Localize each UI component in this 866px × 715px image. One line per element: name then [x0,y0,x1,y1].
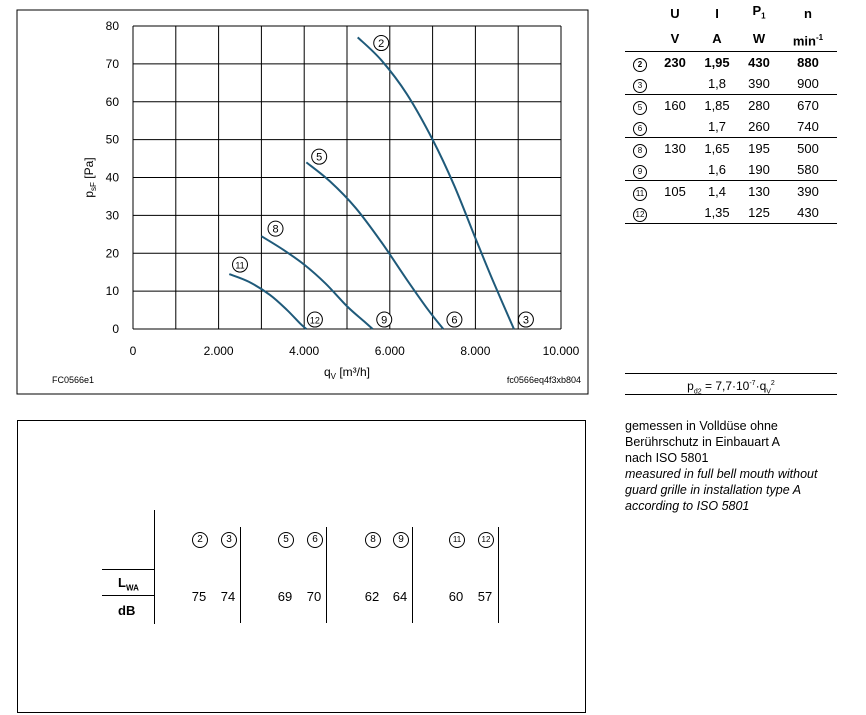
cell-p: 130 [739,180,779,202]
sound-point-marker: 9 [393,532,409,548]
table-row [625,116,837,138]
pressure-formula: $p_{d2} = 7,7\cdot 10^{-7}\cdot q_V^2$ [625,373,837,395]
label-text: 6 [451,314,458,327]
operating-point-marker: 12 [633,208,647,222]
cell-p: 125 [739,202,779,224]
sound-power-panel [17,420,586,713]
left-caption: FC0566e1 [52,375,95,385]
sound-value: 74 [220,589,236,604]
header-n: n [804,5,812,21]
cell-u: 105 [655,180,695,202]
table-row [625,202,837,224]
unit-u: V [670,31,680,47]
sound-value: 60 [448,589,464,604]
cell-p: 195 [739,137,779,159]
header-p: $P_1$ [752,3,766,21]
y-tick-label: 80 [105,19,119,33]
curve-label-9 [377,312,392,327]
unit-n: $\min^{-1}$ [792,32,824,48]
cell-u: 130 [655,137,695,159]
cell-p: 280 [739,94,779,116]
sound-point-marker: 12 [478,532,494,548]
y-tick-label: 20 [105,246,119,261]
operating-point-marker: 6 [633,122,647,136]
cell-u: 160 [655,94,695,116]
cell-i: 1,35 [695,202,739,224]
cell-n: 880 [779,51,837,73]
sound-point-marker: 3 [221,532,237,548]
operating-point-marker: 3 [633,79,647,93]
table-row [625,180,837,202]
cell-u [655,159,695,181]
table-units-row [625,27,837,52]
sound-value: 57 [477,589,493,604]
table-row [625,94,837,116]
y-tick-label: 10 [105,284,119,299]
cell-u [655,202,695,224]
note-de-line: Berührschutz in Einbauart A [625,435,780,449]
note-en-line: measured in full bell mouth without [625,467,818,481]
note-en-line: according to ISO 5801 [625,499,750,513]
y-tick-label: 60 [105,94,119,109]
table-body [625,51,837,223]
table-row [625,73,837,95]
table-row [625,137,837,159]
sound-point-marker: 2 [192,532,208,548]
chart-grid [133,26,561,329]
cell-p: 430 [739,51,779,73]
label-divider [154,510,155,624]
table-header-row [625,0,837,27]
note-de-line: gemessen in Volldüse ohne [625,419,778,433]
chart-frame [17,10,588,394]
cell-u [655,116,695,138]
cell-p: 390 [748,75,770,91]
curve-label-6 [447,312,462,327]
series-line-2 [358,37,514,329]
x-tick-label: 6.000 [374,344,405,358]
sound-value: 69 [277,589,293,604]
series-line-5 [306,162,443,329]
db-label: dB [118,603,136,618]
label-rule-mid [102,595,154,596]
sound-power-table [18,421,585,712]
lwa-label: $L_{WA}$ [118,575,139,593]
sound-value: 64 [392,589,408,604]
operating-points-table [625,0,837,224]
cell-i: 1,4 [695,180,739,202]
operating-point-marker: 5 [633,101,647,115]
column-divider [240,527,241,623]
y-axis-label: $p_{sF}$ [Pa] [82,157,98,198]
fan-curve-chart [0,0,600,400]
cell-i: 1,8 [707,75,727,91]
label-text: 3 [522,314,529,327]
measurement-note [625,418,855,514]
cell-i: 1,6 [707,161,727,177]
curve-label-12 [307,312,322,327]
x-tick-label: 0 [129,344,137,358]
cell-n: 900 [797,75,819,91]
table-row [625,51,837,73]
curve-label-11 [233,257,248,272]
sound-value: 70 [306,589,322,604]
operating-point-marker: 8 [633,144,647,158]
sound-point-marker: 5 [278,532,294,548]
cell-n: 580 [797,161,819,177]
cell-p: 190 [748,161,770,177]
operating-point-marker: 9 [633,165,647,179]
curve-label-5 [312,149,327,164]
header-i: I [715,5,719,21]
x-axis-label: $q_V$ [m³/h] [323,365,371,381]
label-text: 8 [272,223,279,236]
x-tick-label: 4.000 [289,344,320,358]
cell-n: 500 [779,137,837,159]
sound-point-marker: 8 [365,532,381,548]
curve-label-3 [518,312,533,327]
y-tick-label: 30 [105,208,119,223]
cell-n: 670 [779,94,837,116]
cell-u: 230 [655,51,695,73]
cell-n: 390 [779,180,837,202]
cell-i: 1,85 [695,94,739,116]
y-tick-label: 0 [112,322,119,336]
x-tick-label: 10.000 [542,344,580,358]
label-text: 9 [381,314,388,327]
note-de-line: nach ISO 5801 [625,451,709,465]
header-u: U [670,5,680,21]
operating-point-marker: 11 [633,187,647,201]
right-caption: fc0566eq4f3xb804 [506,375,581,385]
column-divider [326,527,327,623]
y-tick-label: 40 [105,170,119,185]
unit-p: W [752,31,766,47]
column-divider [498,527,499,623]
unit-i: A [712,31,722,47]
cell-n: 740 [797,118,819,134]
cell-i: 1,7 [707,118,727,134]
curve-label-8 [268,221,283,236]
x-tick-label: 8.000 [460,344,491,358]
table-row [625,159,837,181]
cell-i: 1,65 [695,137,739,159]
label-rule-top [102,569,154,570]
y-tick-label: 70 [105,56,119,71]
cell-n: 430 [779,202,837,224]
column-divider [412,527,413,623]
note-en-line: guard grille in installation type A [625,483,802,497]
sound-point-marker: 11 [449,532,465,548]
label-text: 5 [316,151,323,164]
chart-series [229,37,514,329]
label-text: 12 [309,315,320,326]
cell-i: 1,95 [695,51,739,73]
sound-point-marker: 6 [307,532,323,548]
y-tick-label: 50 [105,132,119,147]
curve-label-2 [374,36,389,51]
chart-axes [106,19,580,358]
label-text: 2 [378,38,385,51]
sound-value: 62 [364,589,380,604]
cell-u [655,73,695,95]
curve-labels [233,36,534,327]
operating-point-marker: 2 [633,58,647,72]
series-line-11 [229,274,306,329]
x-tick-label: 2.000 [203,344,234,358]
cell-p: 260 [748,118,770,134]
label-text: 11 [235,260,245,271]
sound-value: 75 [191,589,207,604]
